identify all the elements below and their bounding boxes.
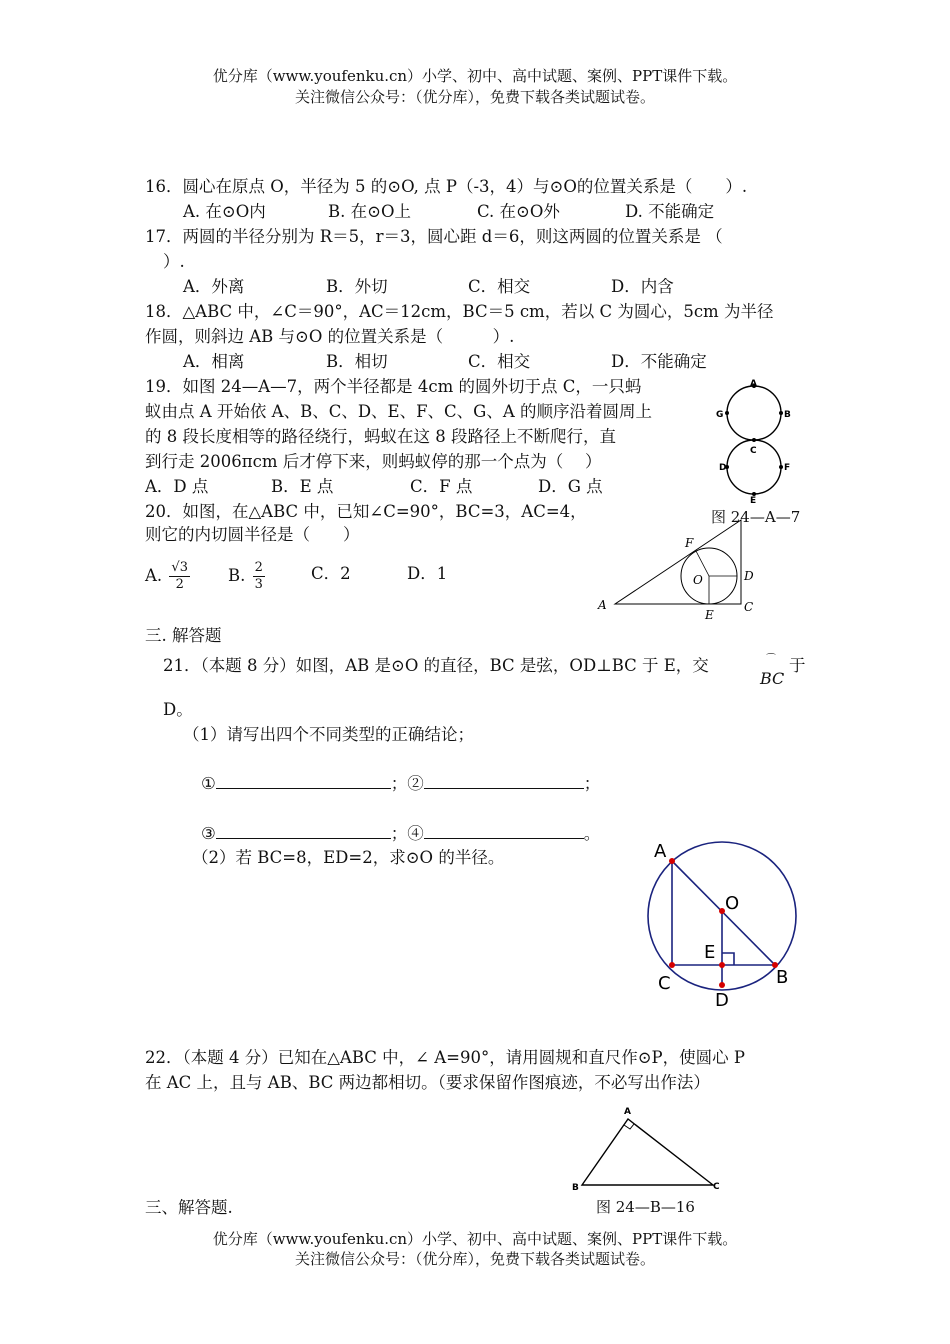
q20-option-d: D．1 bbox=[407, 564, 448, 583]
label-e: E bbox=[750, 496, 757, 506]
q19-stem-1: 19．如图 24—A—7，两个半径都是 4cm 的圆外切于点 C，一只蚂 bbox=[145, 377, 642, 396]
blank-2-label: ② bbox=[407, 774, 424, 793]
figure-24-a-7-caption: 图 24—A—7 bbox=[711, 508, 801, 526]
separator: ； bbox=[390, 774, 408, 793]
q18-option-b: B．相切 bbox=[326, 352, 388, 371]
label-o: O bbox=[693, 573, 703, 587]
label-b: B bbox=[776, 967, 789, 988]
answer-row-1 bbox=[201, 773, 600, 795]
figure-circle-diameter bbox=[645, 835, 815, 1015]
q18-option-a: A．相离 bbox=[183, 352, 245, 371]
q19-option-a: A．D 点 bbox=[145, 477, 209, 496]
figure-incircle-triangle bbox=[595, 520, 765, 625]
fraction-numerator: √3 bbox=[171, 560, 188, 575]
q17-stem-2: ）. bbox=[163, 252, 185, 271]
q17-option-a: A．外离 bbox=[183, 277, 245, 296]
q20-option-b bbox=[228, 560, 267, 593]
q18-option-c: C．相交 bbox=[468, 352, 531, 371]
point-markers bbox=[669, 858, 778, 988]
fraction-numerator: 2 bbox=[254, 560, 263, 575]
fraction-root3-over-2 bbox=[169, 560, 190, 593]
blank-1-label: ① bbox=[201, 774, 216, 793]
q20-option-a bbox=[145, 560, 192, 593]
q18-stem-1: 18．△ABC 中，∠C＝90°，AC＝12cm，BC＝5 cm，若以 C 为圆心，5cm 为半径 bbox=[145, 302, 774, 321]
label-a: A bbox=[598, 598, 607, 612]
label-a: A bbox=[750, 379, 757, 389]
label-o: O bbox=[725, 893, 740, 914]
q19-stem-3: 的 8 段长度相等的路径绕行，蚂蚁在这 8 段路径上不断爬行，直 bbox=[145, 427, 616, 446]
label-c: C bbox=[713, 1182, 720, 1192]
q17-option-b: B．外切 bbox=[326, 277, 388, 296]
q18-option-d: D．不能确定 bbox=[611, 352, 707, 371]
q16-option-c: C. 在⊙O外 bbox=[477, 202, 560, 221]
q19-option-c: C．F 点 bbox=[410, 477, 473, 496]
answer-blank-4[interactable] bbox=[424, 824, 584, 839]
label-b: B bbox=[784, 410, 791, 420]
label-c: C bbox=[744, 600, 754, 614]
q20-stem-1: 20．如图，在△ABC 中，已知∠C=90°，BC=3，AC=4， bbox=[145, 502, 587, 521]
end-mark: 。 bbox=[583, 824, 601, 843]
answer-row-2 bbox=[201, 823, 600, 845]
q21-arc-bc: BC bbox=[760, 669, 785, 688]
header-line-2: 关注微信公众号：（优分库），免费下载各类试题试卷。 bbox=[294, 88, 655, 106]
label-g: G bbox=[716, 410, 724, 420]
answer-blank-3[interactable] bbox=[216, 824, 391, 839]
label-f: F bbox=[685, 536, 694, 550]
label-d: D bbox=[719, 463, 727, 473]
answer-blank-1[interactable] bbox=[216, 774, 391, 789]
blank-3-label: ③ bbox=[201, 824, 216, 843]
figure-24-b-16 bbox=[568, 1105, 728, 1193]
q22-stem-1: 22．（本题 4 分）已知在△ABC 中，∠ A=90°，请用圆规和直尺作⊙P，使圆心 P bbox=[145, 1048, 745, 1067]
q20-option-b-letter: B. bbox=[228, 566, 246, 585]
footer-line-2: 关注微信公众号：（优分库），免费下载各类试题试卷。 bbox=[294, 1250, 655, 1268]
arc-symbol: ⌒ bbox=[766, 654, 776, 665]
q20-option-c: C．2 bbox=[311, 564, 351, 583]
fraction-denominator: 2 bbox=[175, 577, 184, 592]
q21-stem-2: D。 bbox=[163, 700, 193, 719]
q22-stem-2: 在 AC 上，且与 AB、BC 两边都相切。（要求保留作图痕迹，不必写出作法） bbox=[145, 1073, 710, 1092]
label-e: E bbox=[704, 942, 716, 963]
label-a: A bbox=[624, 1107, 631, 1117]
answer-blank-2[interactable] bbox=[424, 774, 584, 789]
q17-stem-1: 17．两圆的半径分别为 R＝5，r＝3，圆心距 d＝6，则这两圆的位置关系是 （ bbox=[145, 227, 723, 246]
q21-stem-1: 21．（本题 8 分）如图，AB 是⊙O 的直径，BC 是弦，OD⊥BC 于 E，交 bbox=[163, 656, 709, 675]
label-d: D bbox=[744, 569, 754, 583]
triangle-abc bbox=[582, 1119, 713, 1185]
section-3-heading: 三. 解答题 bbox=[145, 626, 222, 645]
q16-option-b: B. 在⊙O上 bbox=[328, 202, 411, 221]
label-c: C bbox=[658, 973, 671, 994]
right-angle-mark bbox=[624, 1124, 634, 1129]
separator: ； bbox=[390, 824, 408, 843]
label-c: C bbox=[750, 446, 757, 456]
q21-part-1: （1）请写出四个不同类型的正确结论； bbox=[183, 725, 474, 744]
upper-circle bbox=[727, 386, 781, 440]
figure-24-a-7 bbox=[700, 378, 810, 508]
q16-option-a: A. 在⊙O内 bbox=[183, 202, 266, 221]
q19-option-d: D．G 点 bbox=[538, 477, 603, 496]
q16-option-d: D. 不能确定 bbox=[625, 202, 715, 221]
fraction-denominator: 3 bbox=[254, 577, 263, 592]
q16-stem: 16．圆心在原点 O，半径为 5 的⊙O, 点 P（-3，4）与⊙O的位置关系是（ ）. bbox=[145, 177, 748, 196]
q21-stem-1-end: 于 bbox=[789, 656, 806, 675]
point-markers bbox=[725, 384, 783, 496]
label-a: A bbox=[654, 841, 667, 862]
section-3b-heading: 三、解答题. bbox=[145, 1198, 233, 1217]
label-f: F bbox=[784, 463, 791, 473]
label-b: B bbox=[572, 1183, 579, 1193]
q19-stem-4: 到行走 2006πcm 后才停下来，则蚂蚁停的那一个点为（ ） bbox=[145, 452, 602, 471]
fraction-2-over-3 bbox=[253, 560, 265, 593]
label-d: D bbox=[715, 990, 729, 1011]
triangle-abc bbox=[615, 520, 741, 604]
footer-line-1: 优分库（www.youfenku.cn）小学、初中、高中试题、案例、PPT课件下载。 bbox=[212, 1230, 738, 1248]
q20-stem-2: 则它的内切圆半径是（ ） bbox=[145, 525, 360, 544]
q18-stem-2: 作圆，则斜边 AB 与⊙O 的位置关系是（ ）. bbox=[145, 327, 515, 346]
blank-4-label: ④ bbox=[407, 824, 424, 843]
q21-part-2: （2）若 BC=8，ED=2，求⊙O 的半径。 bbox=[192, 848, 505, 867]
q17-option-d: D．内含 bbox=[611, 277, 674, 296]
separator: ； bbox=[583, 774, 601, 793]
q19-stem-2: 蚁由点 A 开始依 A、B、C、D、E、F、C、G、A 的顺序沿着圆周上 bbox=[145, 402, 653, 421]
q19-option-b: B．E 点 bbox=[271, 477, 334, 496]
header-line-1: 优分库（www.youfenku.cn）小学、初中、高中试题、案例、PPT课件下载。 bbox=[212, 67, 738, 85]
q20-option-a-letter: A. bbox=[145, 566, 163, 585]
label-e: E bbox=[705, 608, 714, 622]
q17-option-c: C．相交 bbox=[468, 277, 531, 296]
figure-24-b-16-caption: 图 24—B—16 bbox=[596, 1198, 695, 1216]
